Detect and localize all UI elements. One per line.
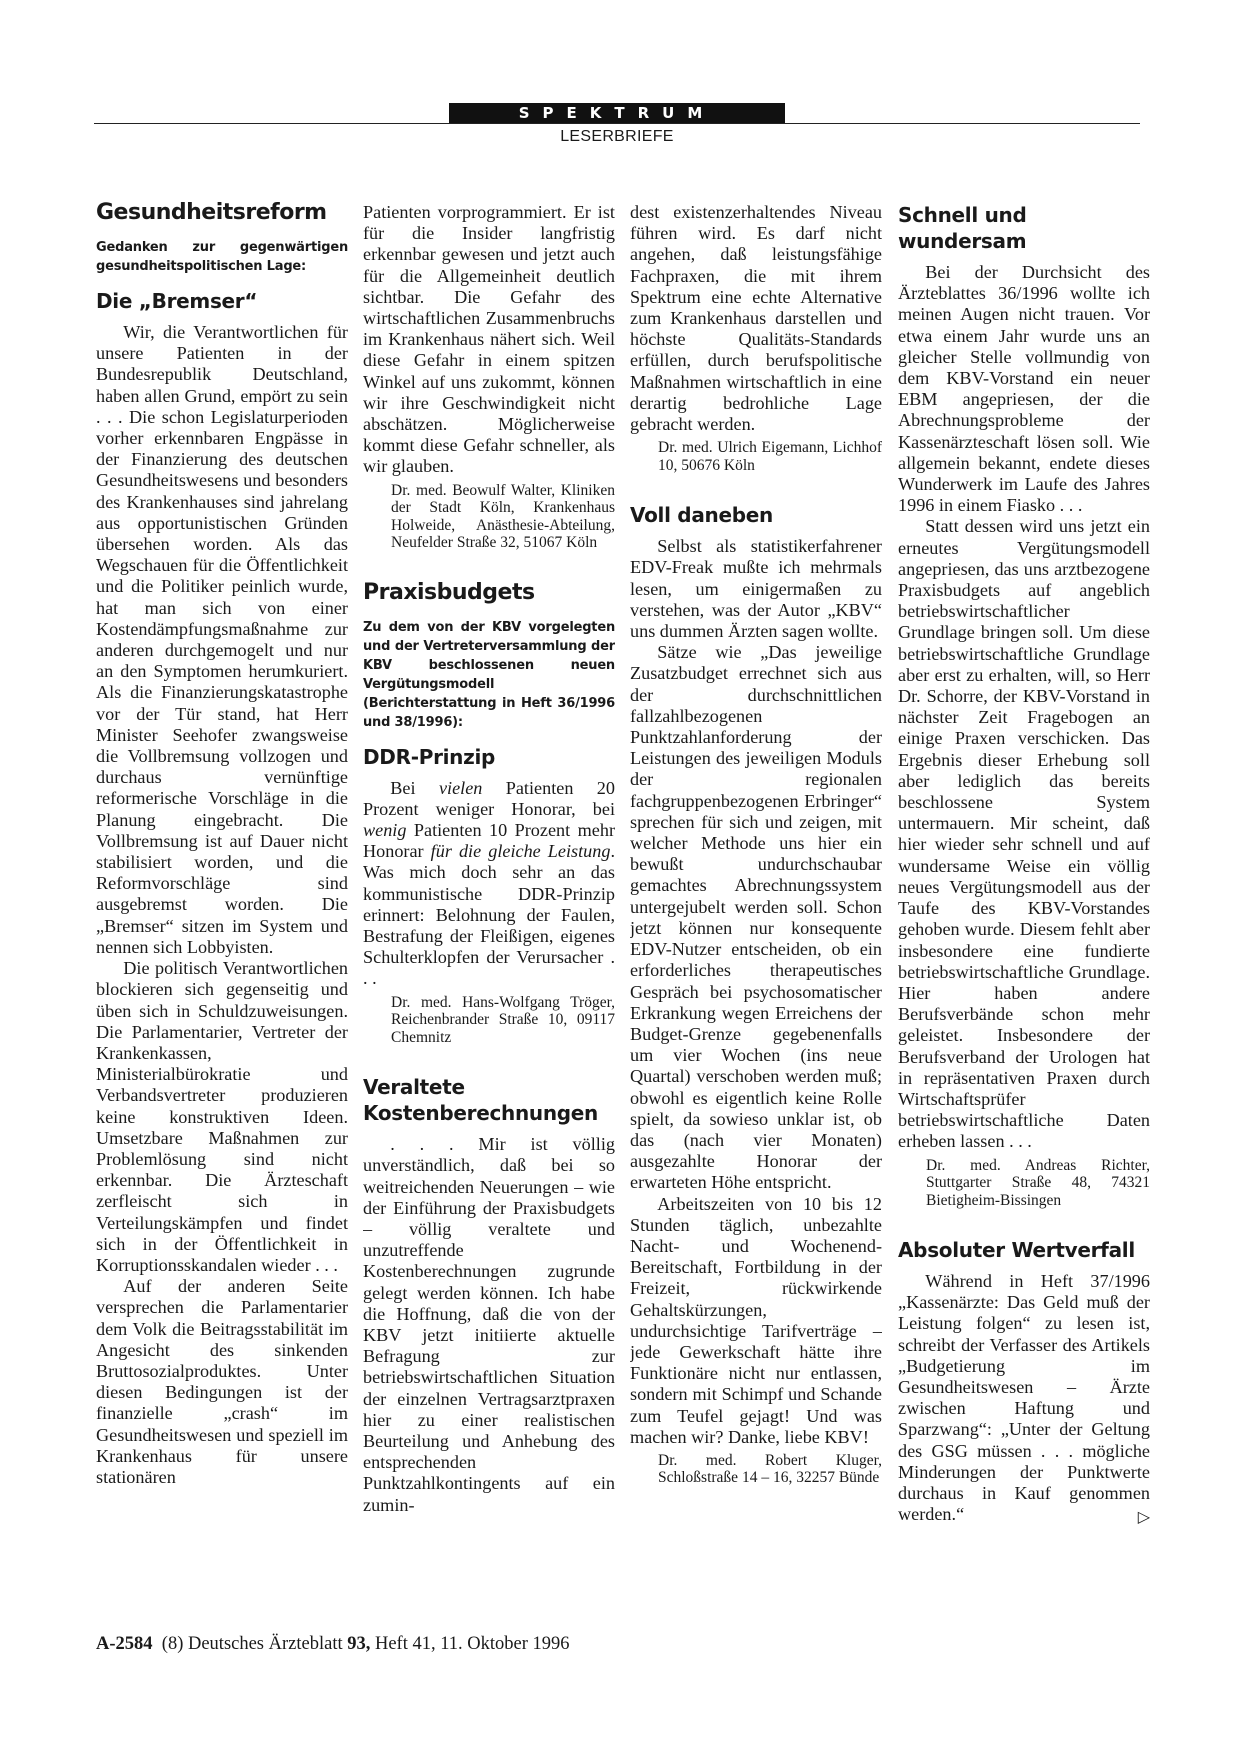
paragraph: . . . Mir ist völlig unverständlich, daß bei so weitreichenden Neuerungen – wie der Einführung der Praxisbudgets – völlig veraltete und unzutreffende Kostenberechnungen zugrunde gelegt werden können. Ich habe die Hoffnung, daß die von der KBV jetzt initiierte aktuelle Befragung zur betriebswirtschaftlichen Situation der einzelnen Vertragsarztpraxen hier zu einer realistischen Beurteilung und Anhebung des entsprechenden Punktzahlkontingents auf ein zumin- [363, 1134, 615, 1515]
paragraph: Wir, die Verantwortlichen für unsere Patienten in der Bundesrepublik Deutschland, haben allen Grund, empört zu sein . . . Die schon Legislaturperioden vorher erkennbaren Engpässe in der Finanzierung des deutschen Gesundheitswesens und besonders des Krankenhauses sind jahrelang aus opportunistischen Gründen übersehen worden. Als das Wegschauen für die Öffentlichkeit und die Politiker peinlich wurde, hat man sich von einer Kostendämpfungsmaßnahme zur anderen durchgemogelt und nur an den Symptomen herumkuriert. Als die Finanzierungskatastrophe vor der Tür stand, hat Herr Minister Seehofer zwangsweise die Vollbremsung vollzogen und durchaus vernünftige reformerische Vorschläge in die Planung eingebracht. Die Vollbremsung ist auf Dauer nicht stabilisiert worden, und die Reformvorschläge sind ausgebremst worden. Die „Bremser“ sitzen im System und nennen sich Lobbyisten. [96, 322, 348, 957]
article-heading-absoluter-wertverfall: Absoluter Wertverfall [898, 1238, 1135, 1263]
paragraph: Auf der anderen Seite versprechen die Parlamentarier dem Volk die Beitragsstabilität im Angesicht des sinkenden Bruttosozialproduktes. Unter diesen Bedingungen ist der finanzielle „crash“ im Gesundheitswesen und speziell im Krankenhaus für unsere stationären [96, 1276, 348, 1487]
letter-signature: Dr. med. Andreas Richter, Stuttgarter Straße 48, 74321 Bietigheim-Bissingen [926, 1156, 1150, 1209]
letter-signature: Dr. med. Hans-Wolfgang Tröger, Reichenbrander Straße 10, 09117 Chemnitz [391, 993, 615, 1046]
paragraph: Sätze wie „Das jeweilige Zusatzbudget errechnet sich aus der durchschnittlichen fallzahlbezogenen Punktzahlanforderung der Leistungen des jeweiligen Moduls der regionalen fachgruppenbezogenen Erbringer“ sprechen für sich und zeigen, mit welcher Methode uns hier ein bewußt undurchschaubar gemachtes Abrechnungssystem untergejubelt werden soll. Schon jetzt können nur konsequente EDV-Nutzer entscheiden, ob ein erforderliches therapeutisches Gespräch bei psychosomatischer Erkrankung wegen Erreichens der Budget-Grenze gegebenenfalls um vier Wochen (ins neue Quartal) verschoben werden muß; obwohl es eigentlich keine Rolle spielt, da sowieso unklar ist, ob das (nach vier Monaten) ausgezahlte Honorar der erwarteten Höhe entspricht. [630, 642, 882, 1193]
paragraph: Arbeitszeiten von 10 bis 12 Stunden täglich, unbezahlte Nacht- und Wochenend-Bereitschaft, Fortbildung in der Freizeit, rückwirkende Gehaltskürzungen, undurchsichtige Tarifverträge – jede Gewerkschaft hätte ihre Funktionäre nicht nur entlassen, sondern mit Schimpf und Schande zum Teufel gejagt! Und was machen wir? Danke, liebe KBV! [630, 1193, 882, 1447]
article-heading-bremser: Die „Bremser“ [96, 289, 258, 313]
header-rule [94, 123, 1140, 124]
paragraph: Statt dessen wird uns jetzt ein erneutes Vergütungsmodell angepriesen, das uns arztbezogene Praxisbudgets auf angeblich betriebswirtschaftlicher Grundlage bringen soll. Um diese betriebswirtschaftliche Grundlage aber erst zu erhalten, will, so Herr Dr. Schorre, der KBV-Vorstand in nächster Zeit Fragebogen an einige Praxen verschicken. Das Ergebnis dieser Erhebung soll aber lediglich das bereits beschlossene System untermauern. Mir scheint, daß hier wieder sehr schnell und auf wundersame Weise ein völlig neues Vergütungsmodell aus der Taufe des KBV-Vorstandes gehoben wurde. Diesem fehlt aber insbesondere eine fundierte betriebswirtschaftliche Grundlage. Hier haben andere Berufsverbände schon mehr geleistet. Insbesondere der Berufsverband der Urologen hat in repräsentativen Praxen durch Wirtschaftsprüfer betriebswirtschaftliche Daten erheben lassen . . . [898, 516, 1150, 1152]
continue-arrow-icon: ▷ [1137, 1507, 1150, 1527]
article-heading-veraltete-kostenberechnungen: Veraltete Kostenberechnungen [363, 1075, 598, 1126]
paragraph: Bei vielen Patienten 20 Prozent weniger Honorar, bei wenig Patienten 10 Prozent mehr Honorar für die gleiche Leistung. Was mich doch sehr an das kommunistische DDR-Prinzip erinnert: Belohnung der Faulen, Bestrafung der Fleißigen, eigenes Schulterklopfen der Verursacher . . . [363, 777, 615, 989]
article-heading-ddr-prinzip: DDR-Prinzip [363, 744, 496, 769]
letter-signature: Dr. med. Robert Kluger, Schloßstraße 14 – 16, 32257 Bünde [658, 1451, 882, 1487]
section-title-praxisbudgets: Praxisbudgets [363, 579, 535, 605]
paragraph: Bei der Durchsicht des Ärzteblattes 36/1996 wollte ich meinen Augen nicht trauen. Vor etwa einem Jahr wurde uns an gleicher Stelle vollmundig von dem KBV-Vorstand ein neuer EBM angepriesen, der die Abrechnungsprobleme der Kassenärzteschaft lösen soll. Wie allgemein bekannt, endete dieses Wunderwerk im Laufe des Jahres 1996 in einem Fiasko . . . [898, 262, 1150, 516]
column-2 [363, 202, 615, 1622]
paragraph: Die politisch Verantwortlichen blockieren sich gegenseitig und üben sich in Schuldzuweisungen. Die Parlamentarier, Vertreter der Krankenkassen, Ministerialbürokratie und Verbandsvertreter produzieren keine konstruktiven Ideen. Umsetzbare Maßnahmen zur Problemlösung sind nicht erkennbar. Die Ärzteschaft zerfleischt sich in Verteilungskämpfen und findet sich in der Öffentlichkeit in Korruptionsskandalen wieder . . . [96, 958, 348, 1275]
section-subtitle: LESERBRIEFE [560, 128, 674, 145]
paragraph: Selbst als statistikerfahrener EDV-Freak mußte ich mehrmals lesen, um einigermaßen zu verstehen, was der Autor „KBV“ uns dummen Ärzten sagen wollte. [630, 536, 882, 642]
column-4 [898, 202, 1150, 1622]
paragraph: Während in Heft 37/1996 „Kassenärzte: Das Geld muß der Leistung folgen“ zu lesen ist, schreibt der Verfasser des Artikels „Budgetierung im Gesundheitswesen – Ärzte zwischen Haftung und Sparzwang“: „Unter der Geltung des GSG müssen . . . mögliche Minderungen der Punktwerte durchaus in Kauf genommen werden.“ ▷ [898, 1271, 1150, 1527]
section-lead: Zu dem von der KBV vorgelegten und der Vertreterversammlung der KBV beschlossenen neuen Vergütungsmodell (Berichterstattung in Heft 36/1996 und 38/1996): [363, 619, 615, 730]
section-banner: SPEKTRUM [449, 103, 785, 123]
article-heading-schnell-und-wundersam: Schnell und wundersam [898, 203, 1027, 253]
paragraph-continued: Patienten vorprogrammiert. Er ist für die Insider langfristig erkennbar gewesen und jetzt auch für die Allgemeinheit deutlich sichtbar. Die Gefahr des wirtschaftlichen Zusammenbruchs im Krankenhaus nähert sich. Weil diese Gefahr in einem spitzen Winkel auf uns zukommt, können wir ihre Geschwindigkeit nicht abschätzen. Möglicherweise kommt diese Gefahr schneller, als wir glauben. [363, 202, 615, 477]
column-1 [96, 200, 348, 1620]
section-lead: Gedanken zur gegenwärtigen gesundheitspolitischen Lage: [96, 240, 348, 274]
page-footer: A-2584 (8) Deutsches Ärzteblatt 93, Heft 41, 11. Oktober 1996 [96, 1634, 570, 1654]
section-title-gesundheitsreform: Gesundheitsreform [96, 200, 327, 225]
volume-number: 93, [347, 1634, 371, 1654]
letter-signature: Dr. med. Ulrich Eigemann, Lichhof 10, 50676 Köln [658, 439, 882, 474]
article-heading-voll-daneben: Voll daneben [630, 503, 773, 528]
paragraph-continued: dest existenzerhaltendes Niveau führen wird. Es darf nicht angehen, daß leistungsfähige Fachpraxen, die mit ihrem Spektrum eine echte Alternative zum Krankenhaus darstellen und höchste Qualitäts-Standards erfüllen, durch berufspolitische Maßnahmen wirtschaftlich in eine derartig bedrohliche Lage gebracht werden. [630, 202, 882, 435]
letter-signature: Dr. med. Beowulf Walter, Kliniken der Stadt Köln, Krankenhaus Holweide, Anästhesie-Abteilung, Neufelder Straße 32, 51067 Köln [391, 481, 615, 552]
page-code: A-2584 [96, 1634, 153, 1654]
column-3 [630, 202, 882, 1622]
